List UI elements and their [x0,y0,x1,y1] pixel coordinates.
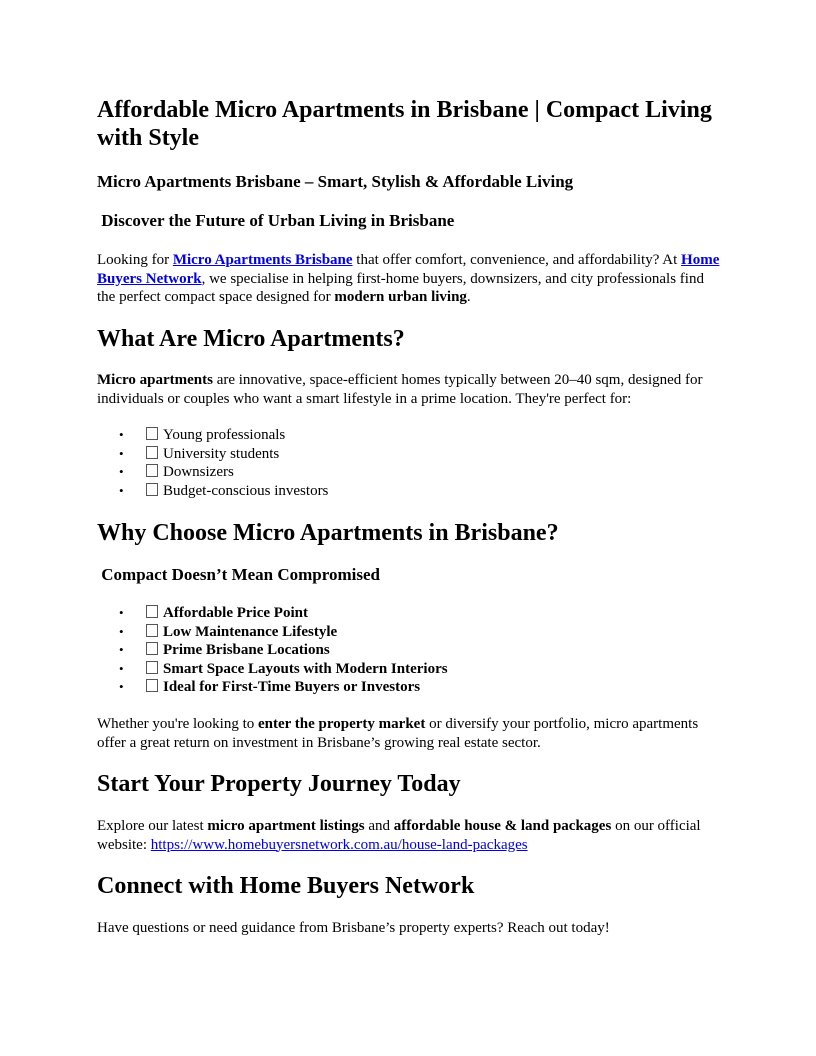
benefits-list [97,604,721,697]
intro-paragraph: Looking for Micro Apartments Brisbane that offer comfort, convenience, and affordability? At Home Buyers Network, we specialise in helping first-home buyers, downsizers, and city professionals find the perfect compact space designed for modern urban living. [97,252,720,305]
start-paragraph: Explore our latest micro apartment listings and affordable house & land packages on our official website: https://www.homebuyersnetwork.com.au/house-land-packages [97,818,701,853]
checkbox-icon [146,464,158,477]
checkbox-icon [146,605,158,618]
checkbox-icon [146,446,158,459]
checkbox-icon [146,661,158,674]
list-item: • Young professionals [119,427,286,443]
audience-list [97,426,721,500]
why-subheading: Compact Doesn’t Mean Compromised [101,565,380,584]
checkbox-icon [146,427,158,440]
page-title: Affordable Micro Apartments in Brisbane | Compact Living with Style [97,97,712,151]
list-item: • Affordable Price Point [119,605,308,621]
start-heading: Start Your Property Journey Today [97,771,461,797]
list-item: • Ideal for First-Time Buyers or Investors [119,679,421,695]
checkbox-icon [146,642,158,655]
list-item: • University students [119,445,280,462]
house-land-packages-link[interactable]: https://www.homebuyersnetwork.com.au/house-land-packages [150,836,528,853]
what-paragraph: Micro apartments are innovative, space-efficient homes typically between 20–40 sqm, designed for individuals or couples who want a smart lifestyle in a prime location. They're perfect for: [97,372,703,407]
checkbox-icon [146,483,158,496]
checkbox-icon [146,624,158,637]
why-heading: Why Choose Micro Apartments in Brisbane? [97,520,559,546]
micro-apartments-link[interactable]: Micro Apartments Brisbane [172,252,353,268]
connect-heading: Connect with Home Buyers Network [97,873,475,899]
list-item: • Budget-conscious investors [119,482,329,499]
home-buyers-network-link[interactable]: Home Buyers Network [97,252,720,287]
list-item: • Prime Brisbane Locations [119,642,330,658]
list-item: • Downsizers [119,464,234,480]
list-item: • Low Maintenance Lifestyle [119,623,338,640]
discover-heading: Discover the Future of Urban Living in Brisbane [101,211,455,230]
list-item: • Smart Space Layouts with Modern Interiors [119,660,448,677]
why-paragraph: Whether you're looking to enter the property market or diversify your portfolio, micro apartments offer a great return on investment in Brisbane’s growing real estate sector. [97,716,699,751]
checkbox-icon [146,679,158,692]
page-subtitle: Micro Apartments Brisbane – Smart, Stylish & Affordable Living [97,172,574,191]
connect-paragraph: Have questions or need guidance from Brisbane’s property experts? Reach out today! [97,920,610,936]
what-heading: What Are Micro Apartments? [97,326,405,352]
